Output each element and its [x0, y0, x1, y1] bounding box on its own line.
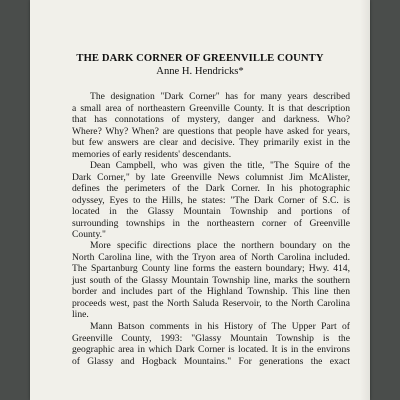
- text-line: surrounding townships in the northeastern corner of Greenville: [72, 217, 350, 229]
- text-line: The Spartanburg County line forms the eastern boundary; Hwy. 414,: [72, 263, 350, 274]
- text-line: memories of early residents' descendants.: [72, 148, 232, 160]
- text-line: Greenville County, 1993: "Glassy Mountain Township is the: [72, 332, 350, 344]
- paragraph-1: [72, 91, 350, 160]
- text-line: of Glassy and Hogback Mountains." For generations the exact: [72, 355, 350, 367]
- text-line: odyssey, Eyes to the Hills, he states: "The Dark Corner of S.C. is: [72, 194, 350, 206]
- text-line: that has connotations of mystery, danger and darkness. Who?: [72, 114, 350, 125]
- text-line: line.: [72, 309, 89, 320]
- text-line: proceeds west, past the North Saluda Reservoir, to the North Carolina: [72, 297, 350, 309]
- text-line: Where? Why? When? are questions that people have asked for years,: [72, 125, 350, 137]
- text-line: Dark Corner," by late Greenville News columnist Jim McAlister,: [72, 171, 350, 183]
- text-line: North Carolina line, with the Tryon area of North Carolina included.: [72, 251, 350, 263]
- paragraph-2: [72, 160, 350, 241]
- text-line: located in the Glassy Mountain Township and portions of: [72, 206, 350, 217]
- text-line: geographic area in which Dark Corner is located. It is in the environs: [72, 344, 350, 355]
- article-title: THE DARK CORNER OF GREENVILLE COUNTY: [76, 53, 324, 64]
- text-line: border and includes part of the Highland Township. This line then: [72, 286, 350, 297]
- text-line: The designation "Dark Corner" has for many years described: [90, 91, 350, 102]
- article-author: Anne H. Hendricks*: [156, 66, 244, 77]
- paragraph-3: [72, 240, 350, 321]
- document-page: [30, 0, 370, 400]
- text-line: Dean Campbell, who was given the title, "The Squire of the: [90, 160, 350, 171]
- text-line: County.": [72, 229, 106, 240]
- text-line: but few answers are clear and decisive. They primarily exist in the: [72, 137, 350, 148]
- text-line: a small area of northeastern Greenville County. It is that description: [72, 102, 350, 114]
- text-line: just south of the Glassy Mountain Township line, marks the southern: [72, 274, 350, 286]
- paragraph-4: [72, 321, 350, 367]
- text-line: Mann Batson comments in his History of The Upper Part of: [90, 321, 350, 332]
- text-line: More specific directions place the northern boundary on the: [90, 240, 350, 251]
- text-line: defines the perimeters of the Dark Corner. In his photographic: [72, 183, 350, 194]
